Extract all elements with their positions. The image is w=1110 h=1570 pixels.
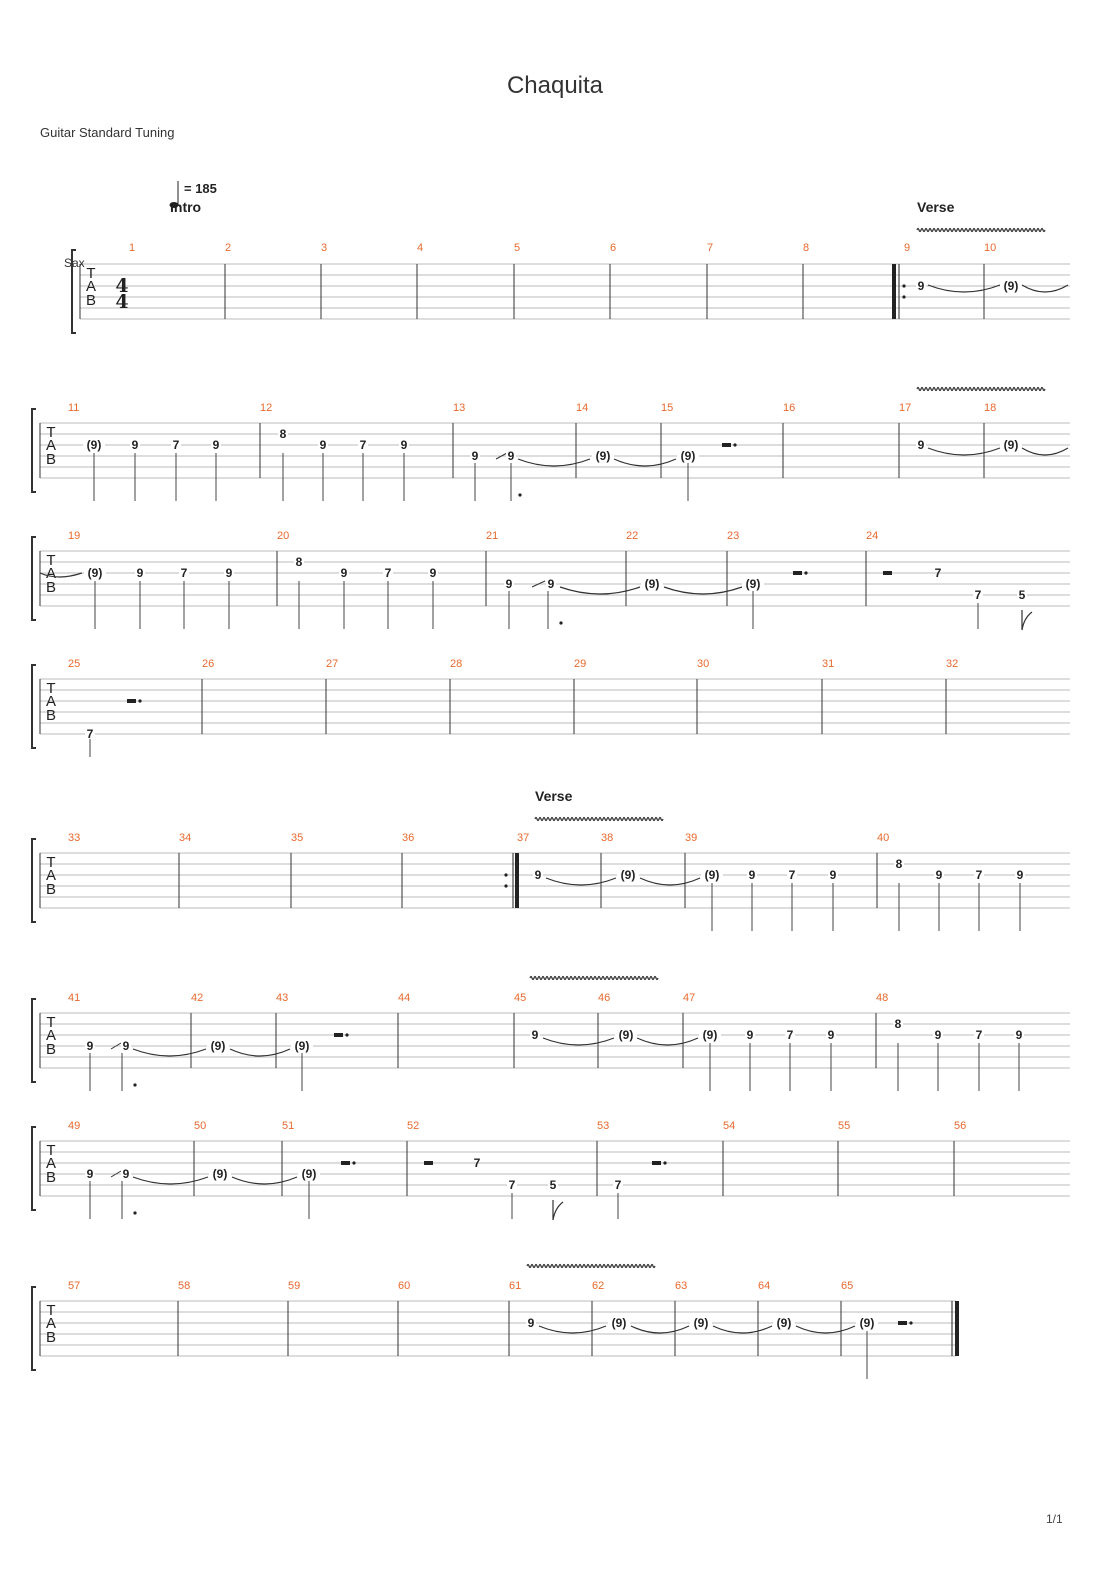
- dot: [518, 493, 521, 496]
- fret-number: 9: [547, 577, 555, 591]
- fret-number: 9: [400, 438, 408, 452]
- fret-number: 8: [895, 857, 903, 871]
- measure-number: 52: [407, 1120, 420, 1132]
- tab-letter: B: [45, 881, 57, 898]
- fret-number: (9): [301, 1167, 317, 1181]
- measure-number: 5: [514, 242, 521, 254]
- tuning-label: Guitar Standard Tuning: [40, 125, 175, 140]
- fret-number: 9: [917, 279, 925, 293]
- measure-number: 35: [291, 832, 304, 844]
- fret-number: (9): [776, 1316, 792, 1330]
- time-sig-top: 4: [115, 275, 129, 297]
- fret-number: 9: [1015, 1028, 1023, 1042]
- dot: [352, 1161, 355, 1164]
- section-label-verse: Verse: [917, 199, 955, 215]
- fret-number: (9): [1003, 438, 1019, 452]
- fret-number: 9: [531, 1028, 539, 1042]
- tab-letter: B: [45, 1169, 57, 1186]
- measure-number: 57: [68, 1280, 81, 1292]
- system-bracket: [32, 537, 36, 620]
- time-sig-bottom: 4: [115, 291, 129, 313]
- system-bracket: [32, 999, 36, 1082]
- measure-number: 31: [822, 658, 835, 670]
- fret-number: 9: [122, 1167, 130, 1181]
- tab-letter: A: [45, 1155, 57, 1172]
- measure-number: 53: [597, 1120, 610, 1132]
- measure-number: 27: [326, 658, 339, 670]
- measure-number: 1: [129, 242, 136, 254]
- tie-arc: [560, 587, 640, 594]
- measure-number: 33: [68, 832, 81, 844]
- measure-number: 34: [179, 832, 192, 844]
- tab-letter: B: [45, 451, 57, 468]
- tab-letter: B: [85, 292, 97, 309]
- measure-number: 61: [509, 1280, 522, 1292]
- fret-number: 9: [131, 438, 139, 452]
- half-rest: [341, 1161, 350, 1165]
- fret-number: (9): [87, 566, 103, 580]
- fret-number: 8: [295, 555, 303, 569]
- tab-letter: B: [45, 1041, 57, 1058]
- tab-letter: B: [45, 707, 57, 724]
- fret-number: 7: [180, 566, 188, 580]
- note-flag: [1022, 610, 1032, 630]
- measure-number: 37: [517, 832, 530, 844]
- dot: [504, 873, 507, 876]
- measure-number: 43: [276, 992, 289, 1004]
- tie-arc: [614, 459, 676, 466]
- fret-number: (9): [618, 1028, 634, 1042]
- fret-number: 7: [359, 438, 367, 452]
- system-bracket: [32, 1287, 36, 1370]
- fret-number: (9): [702, 1028, 718, 1042]
- fret-number: 7: [975, 1028, 983, 1042]
- measure-number: 17: [899, 402, 912, 414]
- system-bracket: [32, 665, 36, 748]
- fret-number: (9): [212, 1167, 228, 1181]
- fret-number: 9: [829, 868, 837, 882]
- measure-number: 64: [758, 1280, 771, 1292]
- tie-arc: [1022, 448, 1068, 455]
- fret-number: 9: [746, 1028, 754, 1042]
- measure-number: 14: [576, 402, 589, 414]
- tie-arc: [664, 587, 742, 594]
- fret-number: (9): [595, 449, 611, 463]
- measure-number: 13: [453, 402, 466, 414]
- tab-letter: T: [46, 552, 56, 569]
- fret-number: 9: [527, 1316, 535, 1330]
- dot: [804, 571, 807, 574]
- tab-letter: A: [45, 693, 57, 710]
- fret-number: 9: [935, 868, 943, 882]
- measure-number: 3: [321, 242, 328, 254]
- measure-number: 40: [877, 832, 890, 844]
- fret-number: 9: [748, 868, 756, 882]
- fret-number: 9: [212, 438, 220, 452]
- measure-number: 19: [68, 530, 81, 542]
- dot: [345, 1033, 348, 1036]
- measure-number: 47: [683, 992, 696, 1004]
- measure-number: 44: [398, 992, 411, 1004]
- half-rest: [793, 571, 802, 575]
- system-bracket: [32, 409, 36, 492]
- measure-number: 22: [626, 530, 639, 542]
- measure-number: 15: [661, 402, 674, 414]
- half-rest: [127, 699, 136, 703]
- dot: [559, 621, 562, 624]
- page-number: 1/1: [1046, 1512, 1063, 1526]
- measure-number: 59: [288, 1280, 301, 1292]
- fret-number: 7: [788, 868, 796, 882]
- tie-arc: [133, 1049, 206, 1056]
- fret-number: 8: [279, 427, 287, 441]
- tie-arc: [640, 878, 700, 885]
- measure-number: 50: [194, 1120, 207, 1132]
- tie-arc: [543, 1038, 614, 1045]
- measure-number: 62: [592, 1280, 605, 1292]
- tie-arc: [637, 1038, 698, 1045]
- tab-letter: B: [45, 579, 57, 596]
- half-rest: [722, 443, 731, 447]
- measure-number: 18: [984, 402, 997, 414]
- fret-number: 7: [975, 868, 983, 882]
- measure-number: 26: [202, 658, 215, 670]
- fret-number: (9): [611, 1316, 627, 1330]
- tab-letter: T: [46, 1014, 56, 1031]
- fret-number: (9): [644, 577, 660, 591]
- fret-number: 9: [136, 566, 144, 580]
- tab-letter: A: [45, 437, 57, 454]
- tab-letter: T: [46, 1142, 56, 1159]
- measure-number: 16: [783, 402, 796, 414]
- tie-arc: [631, 1326, 689, 1333]
- fret-number: 9: [934, 1028, 942, 1042]
- half-rest: [334, 1033, 343, 1037]
- measure-number: 42: [191, 992, 204, 1004]
- fret-number: 5: [1018, 588, 1026, 602]
- fret-number: 7: [786, 1028, 794, 1042]
- fret-number: (9): [693, 1316, 709, 1330]
- measure-number: 30: [697, 658, 710, 670]
- tab-letter: T: [46, 680, 56, 697]
- note-flag: [553, 1200, 563, 1220]
- fret-number: 9: [505, 577, 513, 591]
- fret-number: 9: [1016, 868, 1024, 882]
- fret-number: 9: [86, 1167, 94, 1181]
- fret-number: 7: [508, 1178, 516, 1192]
- fret-number: 7: [172, 438, 180, 452]
- fret-number: (9): [210, 1039, 226, 1053]
- tab-letter: T: [46, 854, 56, 871]
- measure-number: 4: [417, 242, 424, 254]
- tab-letter: A: [45, 867, 57, 884]
- dot: [902, 295, 905, 298]
- fret-number: (9): [859, 1316, 875, 1330]
- measure-number: 23: [727, 530, 740, 542]
- song-title: Chaquita: [506, 72, 604, 99]
- dot: [902, 284, 905, 287]
- fret-number: 5: [549, 1178, 557, 1192]
- system-bracket: [32, 839, 36, 922]
- vibrato-mark: [530, 977, 658, 980]
- measure-number: 36: [402, 832, 415, 844]
- fret-number: (9): [745, 577, 761, 591]
- measure-number: 38: [601, 832, 614, 844]
- fret-number: 7: [614, 1178, 622, 1192]
- measure-number: 25: [68, 658, 81, 670]
- fret-number: 9: [827, 1028, 835, 1042]
- measure-number: 24: [866, 530, 879, 542]
- measure-number: 41: [68, 992, 81, 1004]
- dot: [504, 884, 507, 887]
- fret-number: 9: [917, 438, 925, 452]
- measure-number: 45: [514, 992, 527, 1004]
- half-rest: [898, 1321, 907, 1325]
- fret-number: 8: [894, 1017, 902, 1031]
- fret-number: (9): [680, 449, 696, 463]
- fret-number: 9: [507, 449, 515, 463]
- measure-number: 55: [838, 1120, 851, 1132]
- fret-number: (9): [86, 438, 102, 452]
- dot: [138, 699, 141, 702]
- dot: [133, 1083, 136, 1086]
- tab-letter: A: [45, 565, 57, 582]
- dot: [133, 1211, 136, 1214]
- half-rest: [883, 571, 892, 575]
- measure-number: 65: [841, 1280, 854, 1292]
- tab-letter: T: [86, 265, 96, 282]
- fret-number: 9: [471, 449, 479, 463]
- tab-letter: A: [45, 1027, 57, 1044]
- vibrato-mark: [917, 229, 1045, 232]
- measure-number: 2: [225, 242, 232, 254]
- fret-number: 9: [86, 1039, 94, 1053]
- tie-arc: [928, 448, 1000, 455]
- measure-number: 56: [954, 1120, 967, 1132]
- fret-number: 7: [86, 727, 94, 741]
- fret-number: (9): [704, 868, 720, 882]
- measure-number: 48: [876, 992, 889, 1004]
- section-label-intro: Intro: [170, 199, 202, 215]
- measure-number: 6: [610, 242, 617, 254]
- fret-number: 9: [340, 566, 348, 580]
- tie-arc: [232, 1177, 297, 1184]
- fret-number: 9: [534, 868, 542, 882]
- measure-number: 29: [574, 658, 587, 670]
- measure-number: 54: [723, 1120, 736, 1132]
- half-rest: [424, 1161, 433, 1165]
- measure-number: 21: [486, 530, 499, 542]
- section-label-verse-2: Verse: [535, 788, 573, 804]
- measure-number: 12: [260, 402, 273, 414]
- tie-arc: [546, 878, 616, 885]
- fret-number: 7: [974, 588, 982, 602]
- measure-number: 63: [675, 1280, 688, 1292]
- measure-number: 51: [282, 1120, 295, 1132]
- measure-number: 11: [68, 402, 80, 414]
- measure-number: 28: [450, 658, 463, 670]
- tab-letter: T: [46, 424, 56, 441]
- fret-number: 9: [319, 438, 327, 452]
- fret-number: 9: [429, 566, 437, 580]
- measure-number: 60: [398, 1280, 411, 1292]
- measure-number: 49: [68, 1120, 81, 1132]
- tie-arc: [230, 1049, 290, 1056]
- vibrato-mark: [917, 388, 1045, 391]
- fret-number: 9: [225, 566, 233, 580]
- tab-letter: A: [45, 1315, 57, 1332]
- eighth-rest: 7: [934, 566, 942, 580]
- tab-letter: B: [45, 1329, 57, 1346]
- tab-letter: T: [46, 1302, 56, 1319]
- dot: [733, 443, 736, 446]
- fret-number: 7: [384, 566, 392, 580]
- system-bracket: [32, 1127, 36, 1210]
- instrument-label: Sax: [64, 256, 85, 270]
- half-rest: [652, 1161, 661, 1165]
- fret-number: (9): [620, 868, 636, 882]
- measure-number: 32: [946, 658, 959, 670]
- tab-letter: A: [85, 278, 97, 295]
- tempo-mark: = 185: [184, 181, 217, 196]
- tie-arc: [796, 1326, 855, 1333]
- measure-number: 46: [598, 992, 611, 1004]
- measure-number: 39: [685, 832, 698, 844]
- tie-arc: [539, 1326, 606, 1333]
- measure-number: 9: [904, 242, 911, 254]
- dot: [663, 1161, 666, 1164]
- measure-number: 8: [803, 242, 810, 254]
- measure-number: 58: [178, 1280, 191, 1292]
- vibrato-mark: [527, 1265, 655, 1268]
- dot: [909, 1321, 912, 1324]
- eighth-rest: 7: [473, 1156, 481, 1170]
- tie-arc: [713, 1326, 772, 1333]
- tie-arc: [133, 1177, 208, 1184]
- measure-number: 7: [707, 242, 714, 254]
- tie-arc: [518, 459, 590, 466]
- fret-number: 9: [122, 1039, 130, 1053]
- vibrato-mark: [535, 818, 663, 821]
- measure-number: 10: [984, 242, 997, 254]
- fret-number: (9): [294, 1039, 310, 1053]
- measure-number: 20: [277, 530, 290, 542]
- fret-number: (9): [1003, 279, 1019, 293]
